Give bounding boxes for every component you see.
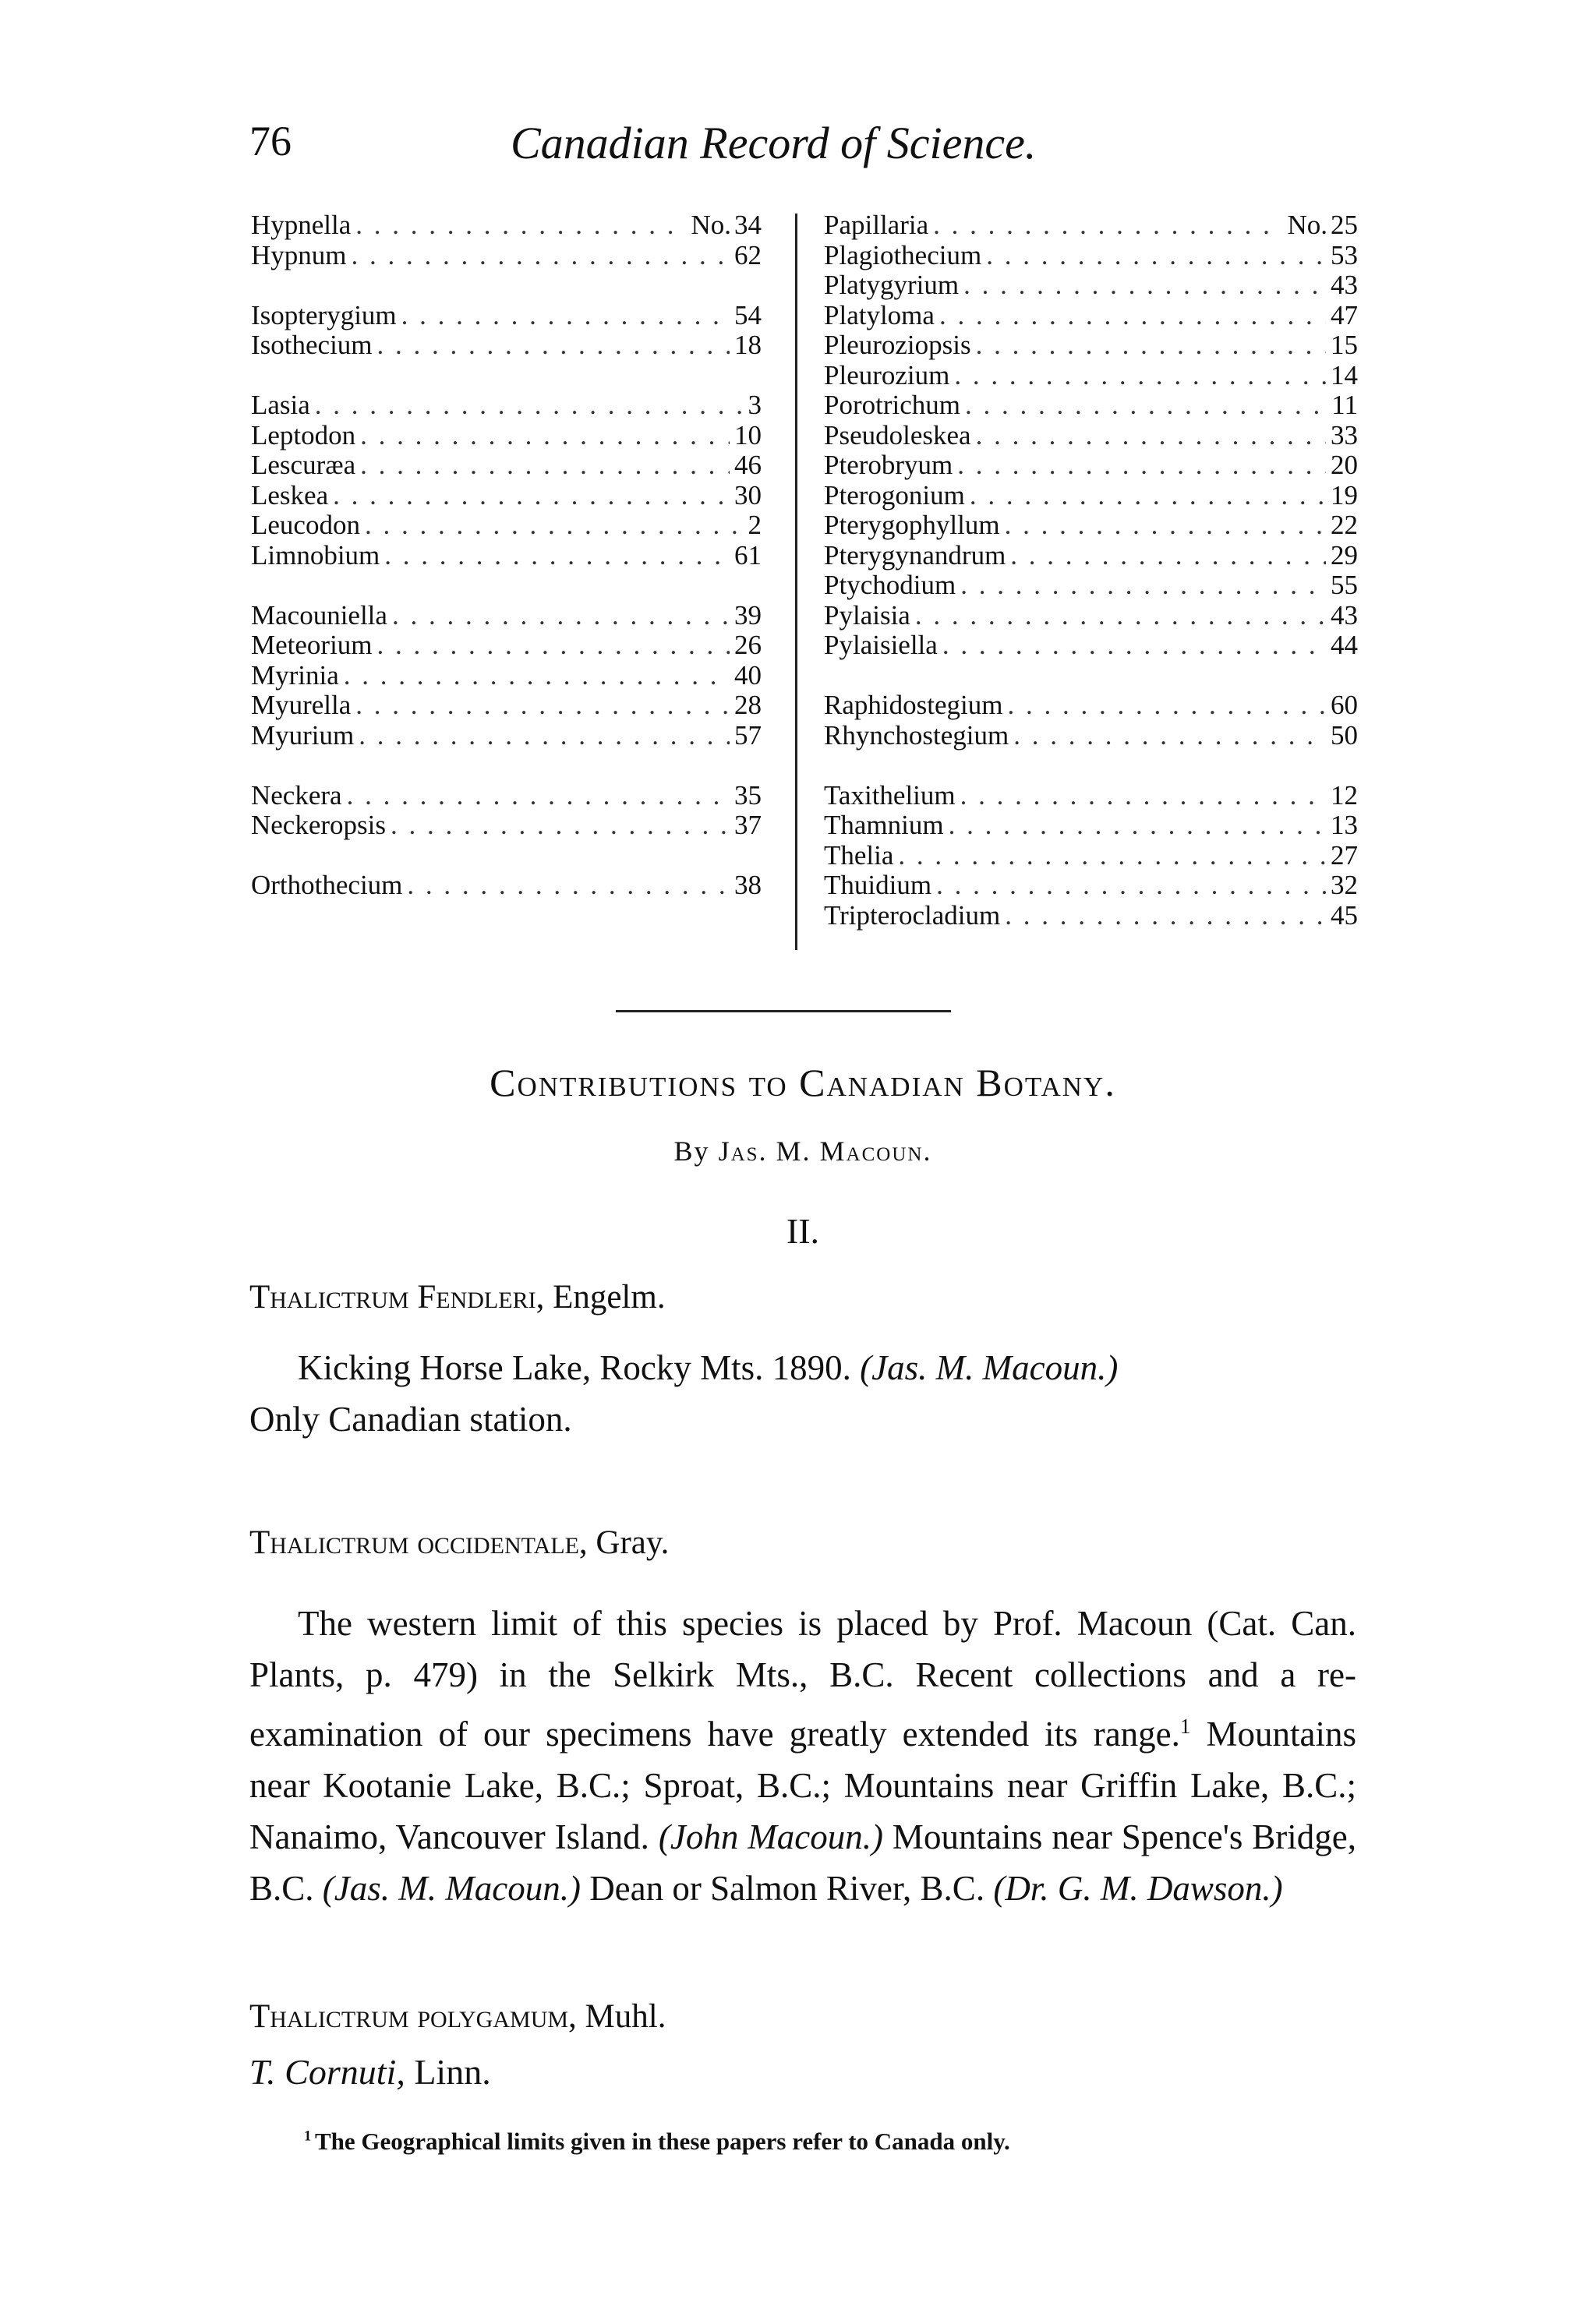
dot-leader [355,690,730,721]
index-entry [251,721,762,751]
dot-leader [976,421,1326,451]
locality-text: Kicking Horse Lake, Rocky Mts. 1890. [298,1348,851,1387]
dot-leader [344,661,730,691]
index-entry [824,630,1358,661]
species-heading [249,1278,666,1316]
genus-number: 2 [748,510,762,540]
dot-leader [965,390,1327,421]
dot-leader [933,210,1282,241]
index-entry [251,450,762,481]
index-entry [824,421,1358,451]
dot-leader [1010,541,1326,571]
dot-leader [315,390,744,421]
index-entry [824,270,1358,301]
index-entry [251,781,762,811]
index-entry [824,601,1358,631]
index-gap [251,270,762,301]
dot-leader [355,210,686,241]
dot-leader [970,481,1326,511]
index-entry [251,210,762,241]
genus-name: Platyloma [824,299,935,330]
genus-name: Neckeropsis [251,810,387,840]
synonym-name: T. Cornuti, [249,2052,415,2092]
genus-name: Pterygophyllum [824,510,1000,540]
genus-name: Papillaria [824,210,929,240]
genus-name: Macouniella [251,599,387,630]
index-column-right [824,210,1358,931]
footnote-text: The Geographical limits given in these papers refer to Canada only. [314,2128,1010,2155]
genus-number: 57 [734,719,762,751]
genus-name: Isopterygium [251,299,397,330]
dot-leader [942,630,1326,661]
genus-number: 26 [734,630,762,660]
collector: (Jas. M. Macoun.) [322,1869,581,1908]
genus-name: Limnobium [251,539,380,570]
dot-leader [939,301,1326,331]
index-entry [824,510,1358,541]
genus-number: 47 [1331,299,1358,330]
genus-number: 3 [748,390,762,420]
collector: (John Macoun.) [658,1817,883,1856]
footnote [304,2128,1010,2156]
dot-leader [960,781,1326,811]
genus-number: 37 [734,810,762,840]
genus-number: 55 [1331,570,1358,600]
number-label: No. [1287,210,1327,240]
localities-text: Dean or Salmon River, B.C. [580,1869,994,1908]
genus-name: Thuidium [824,870,932,900]
genus-number: 62 [734,239,762,270]
genus-number: 29 [1331,539,1358,570]
species-authority: Engelm. [553,1279,666,1316]
index-entry [824,541,1358,571]
genus-number: 32 [1331,870,1358,900]
collector: (Jas. M. Macoun.) [860,1348,1119,1387]
index-entry [824,301,1358,331]
genus-name: Myurella [251,690,352,720]
index-entry [824,570,1358,601]
index-entry [824,721,1358,751]
index-entry [251,241,762,271]
index-entry [251,330,762,361]
genus-name: Pleurozium [824,359,950,390]
genus-number: 39 [734,599,762,630]
genus-number: 53 [1331,239,1358,270]
genus-number: 19 [1331,479,1358,510]
genus-name: Raphidostegium [824,690,1003,720]
index-entry [824,241,1358,271]
dot-leader [1005,901,1326,931]
index-entry [251,421,762,451]
species-name: Thalictrum Fendleri, [249,1279,545,1316]
genus-number: 38 [734,870,762,900]
dot-leader [954,361,1326,391]
collector: (Dr. G. M. Dawson.) [993,1869,1283,1908]
genus-number: 34 [734,210,762,240]
index-entry [251,601,762,631]
index-entry [824,871,1358,901]
genus-name: Myrinia [251,659,339,690]
localities-text: Mountains near Kootanie Lake, B.C.; Sproat, B.C.; Mountains near Griffin Lake, B.C.; Nanaimo, Vancouver Island. [249,1715,1356,1856]
author-name: Jas. M. Macoun. [718,1136,932,1167]
index-entry [824,690,1358,721]
species-name: Thalictrum occidentale, [249,1524,588,1561]
column-divider [795,214,797,950]
range-text: The western limit of this species is placed by Prof. Macoun (Cat. Can. Plants, p. 479) in the Selkirk Mts., B.C. Recent collections and a re-examination of our specimens have greatly extended its range. [249,1604,1356,1754]
index-entry [251,871,762,901]
synonym [249,2051,491,2093]
genus-name: Lasia [251,390,310,420]
dot-leader [377,630,730,661]
dot-leader [963,270,1326,301]
genus-number: 40 [734,659,762,690]
dot-leader [1007,690,1326,721]
species-heading [249,1997,666,2036]
index-entry [251,390,762,421]
index-gap [251,570,762,601]
dot-leader [898,841,1326,871]
index-gap [251,751,762,781]
journal-title: Canadian Record of Science. [511,118,1037,168]
synonym-authority: Linn. [414,2052,491,2092]
genus-number: 43 [1331,270,1358,300]
dot-leader [384,541,730,571]
section-rule [616,1010,951,1012]
genus-name: Rhynchostegium [824,719,1009,751]
dot-leader [392,601,730,631]
index-entry [251,630,762,661]
species-authority: Muhl. [585,1998,666,2035]
dot-leader [957,450,1326,481]
genus-name: Taxithelium [824,779,956,811]
index-entry [824,901,1358,931]
byline [249,1135,1356,1167]
genus-name: Pylaisia [824,599,910,630]
dot-leader [960,570,1326,601]
genus-name: Tripterocladium [824,899,1001,931]
index-gap [251,841,762,871]
dot-leader [360,421,730,451]
genus-number: 54 [734,299,762,330]
genus-number: 12 [1331,779,1358,811]
genus-name: Pterygynandrum [824,539,1006,570]
dot-leader [347,781,730,811]
genus-name: Meteorium [251,630,373,660]
genus-name: Pterogonium [824,479,965,510]
genus-name: Pseudoleskea [824,419,971,450]
genus-name: Neckera [251,779,342,811]
genus-name: Pylaisiella [824,630,938,660]
genus-number: 22 [1331,510,1358,540]
index-gap [251,361,762,391]
species-paragraph [249,1342,1356,1445]
dot-leader [976,330,1326,361]
index-entry [824,811,1358,841]
genus-index [251,210,1358,959]
genus-number: 15 [1331,330,1358,360]
genus-name: Pleuroziopsis [824,330,971,360]
genus-number: 14 [1331,359,1358,390]
genus-name: Leptodon [251,419,356,450]
species-authority: Gray. [596,1524,670,1561]
dot-leader [915,601,1326,631]
dot-leader [949,811,1326,841]
index-entry [824,330,1358,361]
genus-name: Hypnum [251,239,347,270]
genus-name: Hypnella [251,210,352,240]
genus-number: 25 [1331,210,1358,240]
genus-name: Isothecium [251,330,373,360]
genus-name: Platygyrium [824,270,960,300]
dot-leader [936,871,1326,901]
genus-number: 33 [1331,419,1358,450]
genus-name: Myurium [251,719,355,751]
genus-name: Thamnium [824,810,944,840]
genus-number: 27 [1331,839,1358,871]
species-heading [249,1524,669,1562]
index-entry [824,481,1358,511]
genus-number: 61 [734,539,762,570]
dot-leader [1013,721,1326,751]
part-number: II. [786,1211,820,1251]
localities-text: Mountains near Spence's Bridge, B.C. [249,1817,1356,1908]
genus-number: 10 [734,419,762,450]
dot-leader [1005,510,1326,541]
genus-number: 45 [1331,899,1358,931]
genus-name: Pterobryum [824,450,953,480]
genus-number: 30 [734,479,762,510]
species-name: Thalictrum polygamum, [249,1998,585,2035]
index-entry [824,390,1358,421]
index-entry [824,361,1358,391]
dot-leader [333,481,730,511]
genus-name: Plagiothecium [824,239,982,270]
page-number: 76 [249,118,292,164]
running-head [249,117,1356,179]
dot-leader [360,450,730,481]
genus-name: Ptychodium [824,570,956,600]
genus-number: 50 [1331,719,1358,751]
dot-leader [377,330,730,361]
index-entry [251,661,762,691]
genus-number: 13 [1331,810,1358,840]
footnote-marker: 1 [1179,1715,1191,1738]
index-entry [251,811,762,841]
genus-number: 35 [734,779,762,811]
dot-leader [365,510,744,541]
station-note: Only Canadian station. [249,1400,572,1439]
genus-number: 60 [1331,690,1358,720]
genus-number: 20 [1331,450,1358,480]
dot-leader [359,721,730,751]
index-entry [824,450,1358,481]
genus-number: 44 [1331,630,1358,660]
number-label: No. [691,210,731,240]
index-gap [824,661,1358,691]
index-entry [824,210,1358,241]
index-entry [251,541,762,571]
footnote-marker: 1 [304,2128,315,2145]
index-entry [251,690,762,721]
dot-leader [986,241,1326,271]
index-gap [824,751,1358,781]
genus-number: 18 [734,330,762,360]
dot-leader [391,811,730,841]
genus-number: 28 [734,690,762,720]
genus-name: Porotrichum [824,390,960,420]
genus-name: Lescuræa [251,450,356,480]
genus-name: Leucodon [251,510,360,540]
genus-number: 46 [734,450,762,480]
dot-leader [407,871,730,901]
index-entry [824,841,1358,871]
index-entry [824,781,1358,811]
dot-leader [401,301,730,331]
genus-name: Orthothecium [251,870,403,900]
dot-leader [352,241,730,271]
genus-number: 11 [1331,390,1358,420]
index-entry [251,481,762,511]
genus-number: 43 [1331,599,1358,630]
byline-prefix: By [673,1136,710,1167]
species-paragraph [249,1598,1356,1914]
index-entry [251,301,762,331]
genus-name: Thelia [824,839,894,871]
genus-name: Leskea [251,479,329,510]
index-column-left [251,210,762,901]
article-title: Contributions to Canadian Botany. [490,1061,1116,1104]
index-entry [251,510,762,541]
